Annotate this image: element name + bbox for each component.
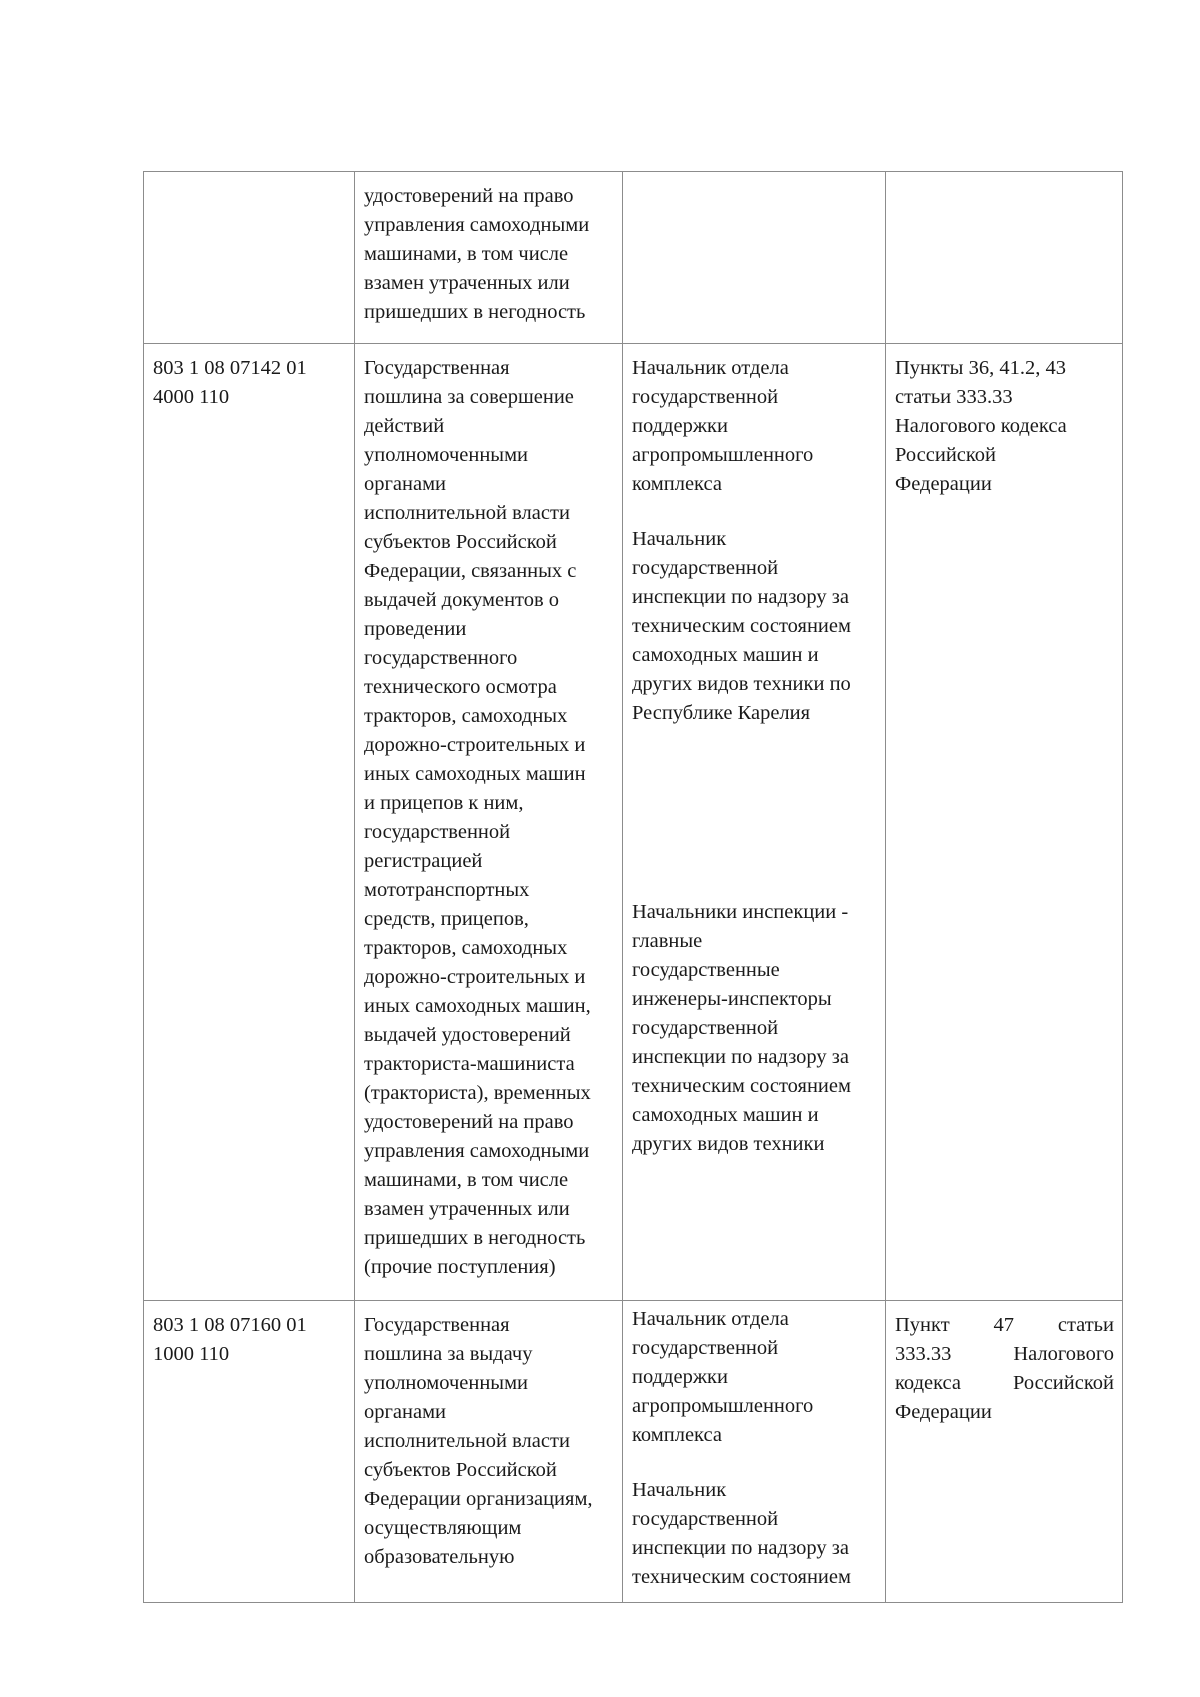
official-line: государственной bbox=[632, 557, 779, 579]
description-line: пошлина за выдачу bbox=[364, 1343, 533, 1365]
table-row bbox=[144, 172, 1123, 344]
official-line: техническим состоянием bbox=[632, 615, 851, 637]
description-line: пошлина за совершение bbox=[364, 386, 574, 408]
description-line: иных самоходных машин, bbox=[364, 995, 591, 1017]
description-line: образовательную bbox=[364, 1546, 515, 1568]
description-line: исполнительной власти bbox=[364, 1430, 570, 1452]
description-line: иных самоходных машин bbox=[364, 763, 586, 785]
kbk-code-line: 803 1 08 07142 01 bbox=[153, 357, 307, 379]
basis-cell bbox=[886, 344, 1123, 1301]
official-line: государственной bbox=[632, 1508, 779, 1530]
description-cell bbox=[355, 344, 623, 1301]
official-line: комплекса bbox=[632, 473, 722, 495]
description-line: пришедших в негодность bbox=[364, 1227, 586, 1249]
official-line: Начальник отдела bbox=[632, 357, 789, 379]
officials-cell bbox=[623, 344, 886, 1301]
basis-line: Федерации bbox=[895, 1401, 992, 1423]
description-line: Государственная bbox=[364, 1314, 510, 1336]
description-line: субъектов Российской bbox=[364, 531, 557, 553]
description-line: тракторов, самоходных bbox=[364, 705, 568, 727]
description-cell bbox=[355, 172, 623, 344]
basis-line: статьи 333.33 bbox=[895, 386, 1013, 408]
description-line: пришедших в негодность bbox=[364, 301, 586, 323]
description-cell bbox=[355, 1301, 623, 1603]
description-line: органами bbox=[364, 1401, 447, 1423]
official-line: поддержки bbox=[632, 1366, 728, 1388]
description-line: дорожно-строительных и bbox=[364, 734, 586, 756]
description-line: средств, прицепов, bbox=[364, 908, 529, 930]
kbk-code-line: 1000 110 bbox=[153, 1343, 230, 1365]
description-line: удостоверений на право bbox=[364, 1111, 574, 1133]
description-line: дорожно-строительных и bbox=[364, 966, 586, 988]
description-line: проведении bbox=[364, 618, 467, 640]
description-line: субъектов Российской bbox=[364, 1459, 557, 1481]
kbk-cell bbox=[144, 1301, 355, 1603]
description-line: Государственная bbox=[364, 357, 510, 379]
official-block bbox=[632, 354, 877, 499]
official-line: Начальник отдела bbox=[632, 1308, 789, 1330]
kbk-cell bbox=[144, 172, 355, 344]
official-line: Начальник bbox=[632, 528, 727, 550]
official-line: инспекции по надзору за bbox=[632, 1046, 849, 1068]
official-line: Начальники инспекции - bbox=[632, 901, 849, 923]
official-line: техническим состоянием bbox=[632, 1075, 851, 1097]
table-row bbox=[144, 1301, 1123, 1603]
description-line: управления самоходными bbox=[364, 214, 590, 236]
description-line: органами bbox=[364, 473, 447, 495]
basis-justified bbox=[895, 1311, 1114, 1427]
basis-cell bbox=[886, 1301, 1123, 1603]
description-line: действий bbox=[364, 415, 445, 437]
description-line: тракториста-машиниста bbox=[364, 1053, 575, 1075]
description-line: мототранспортных bbox=[364, 879, 530, 901]
description-line: исполнительной власти bbox=[364, 502, 570, 524]
official-line: самоходных машин и bbox=[632, 644, 819, 666]
official-line: государственной bbox=[632, 1017, 779, 1039]
table-row bbox=[144, 344, 1123, 1301]
official-line: государственные bbox=[632, 959, 780, 981]
officials-cell bbox=[623, 172, 886, 344]
official-line: техническим состоянием bbox=[632, 1566, 851, 1588]
description-line: тракторов, самоходных bbox=[364, 937, 568, 959]
description-line: технического осмотра bbox=[364, 676, 557, 698]
official-line: комплекса bbox=[632, 1424, 722, 1446]
kbk-code-line: 803 1 08 07160 01 bbox=[153, 1314, 307, 1336]
officials-cell bbox=[623, 1301, 886, 1603]
official-line: агропромышленного bbox=[632, 444, 814, 466]
description-line: и прицепов к ним, bbox=[364, 792, 524, 814]
description-line: уполномоченными bbox=[364, 444, 529, 466]
basis-line: Российской bbox=[895, 444, 997, 466]
kbk-cell bbox=[144, 344, 355, 1301]
description-line: управления самоходными bbox=[364, 1140, 590, 1162]
official-line: государственной bbox=[632, 386, 779, 408]
description-line: осуществляющим bbox=[364, 1517, 522, 1539]
official-line: других видов техники по bbox=[632, 673, 851, 695]
description-line: выдачей документов о bbox=[364, 589, 560, 611]
official-line: главные bbox=[632, 930, 703, 952]
official-line: государственной bbox=[632, 1337, 779, 1359]
official-block bbox=[632, 1305, 877, 1450]
kbk-code-line: 4000 110 bbox=[153, 386, 230, 408]
basis-line: Федерации bbox=[895, 473, 992, 495]
official-block bbox=[632, 1476, 877, 1592]
official-line: инспекции по надзору за bbox=[632, 586, 849, 608]
official-line: самоходных машин и bbox=[632, 1104, 819, 1126]
description-line: государственного bbox=[364, 647, 518, 669]
fee-table bbox=[143, 171, 1123, 1603]
basis-line: Налогового кодекса bbox=[895, 415, 1067, 437]
basis-line: 333.33 Налогового bbox=[895, 1343, 1114, 1365]
official-block bbox=[632, 898, 877, 1159]
official-line: Республике Карелия bbox=[632, 702, 811, 724]
official-line: других видов техники bbox=[632, 1133, 825, 1155]
description-line: (прочие поступления) bbox=[364, 1256, 556, 1278]
description-line: Федерации организациям, bbox=[364, 1488, 593, 1510]
description-line: Федерации, связанных с bbox=[364, 560, 577, 582]
description-line: взамен утраченных или bbox=[364, 272, 570, 294]
basis-cell bbox=[886, 172, 1123, 344]
description-line: регистрацией bbox=[364, 850, 483, 872]
official-line: агропромышленного bbox=[632, 1395, 814, 1417]
official-line: инспекции по надзору за bbox=[632, 1537, 849, 1559]
basis-line: Пункты 36, 41.2, 43 bbox=[895, 357, 1066, 379]
description-line: удостоверений на право bbox=[364, 185, 574, 207]
basis-line: Пункт 47 статьи bbox=[895, 1314, 1114, 1336]
description-line: взамен утраченных или bbox=[364, 1198, 570, 1220]
description-line: машинами, в том числе bbox=[364, 1169, 569, 1191]
description-line: выдачей удостоверений bbox=[364, 1024, 571, 1046]
description-line: государственной bbox=[364, 821, 511, 843]
official-line: поддержки bbox=[632, 415, 728, 437]
description-line: (тракториста), временных bbox=[364, 1082, 591, 1104]
official-block bbox=[632, 525, 877, 728]
basis-line: кодекса Российской bbox=[895, 1372, 1114, 1394]
official-line: Начальник bbox=[632, 1479, 727, 1501]
description-line: уполномоченными bbox=[364, 1372, 529, 1394]
description-line: машинами, в том числе bbox=[364, 243, 569, 265]
official-line: инженеры-инспекторы bbox=[632, 988, 832, 1010]
